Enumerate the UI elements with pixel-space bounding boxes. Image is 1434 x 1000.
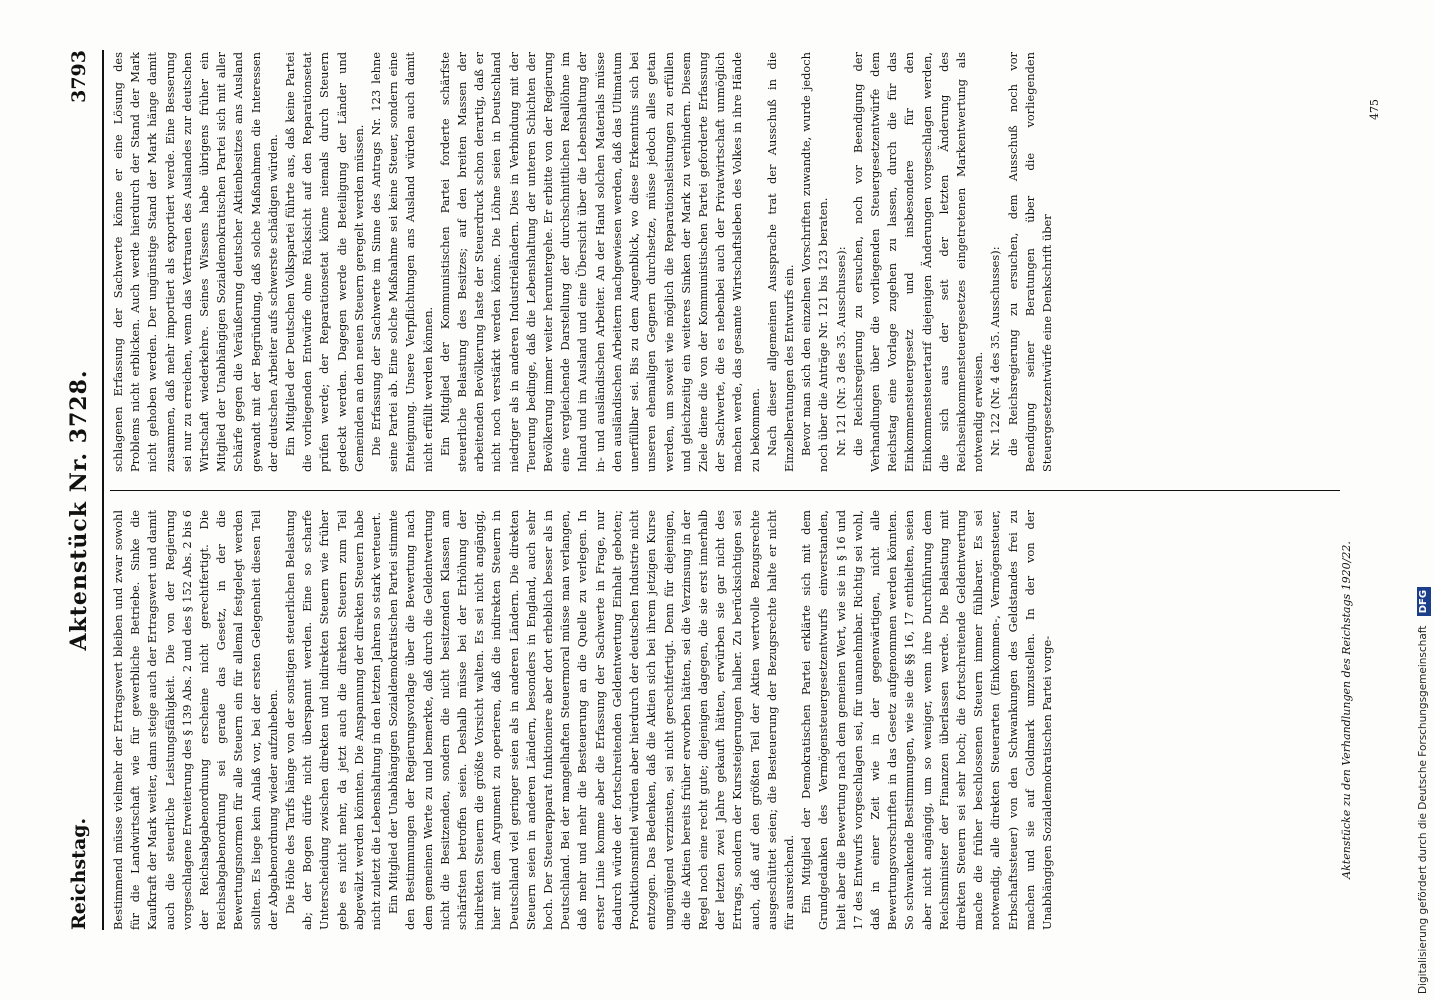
paragraph: Ein Mitglied der Kommunistischen Partei forderte schärfste steuerliche Belastung des Besitzes; auf den breiten Massen der arbeitenden Bevölkerung laste der Steuerdruck schon derartig, daß er nicht noch verstärkt werden könne. Die Löhne seien in Deutschland niedriger als in anderen Industrieländern. Dies in Verbindung mit der Teuerung bedinge, daß die Lebenshaltung der unteren Schichten der Bevölkerung immer weiter heruntergehe. Er erbitte von der Regierung eine vergleichende Darstellung der durchschnittlichen Reallöhne im Inland und im Ausland und eine Übersicht über die Lebenshaltung der in- und ausländischen Arbeiter. An der Hand solchen Materials müsse den ausländischen Arbeitern nachgewiesen werden, daß das Ultimatum unerfüllbar sei. Bis zu dem Augenblick, wo diese Erkenntnis sich bei unseren ehemaligen Gegnern durchsetze, müsse jedoch alles getan werden, um soweit wie möglich die Reparationsleistungen zu erfüllen und gleichzeitig ein weiteres Sinken der Mark zu verhindern. Diesem Ziele diene die von der Kommunistischen Partei geforderte Erfassung der Sachwerte, die es nebenbei auch der Privatwirtschaft unmöglich machen werde, das gesamte Wirtschaftsleben des Volkes in ihre Hände zu bekommen.: [437, 52, 762, 472]
paragraph: Nach dieser allgemeinen Aussprache trat der Ausschuß in die Einzelberatungen des Entwurfs ein.: [764, 52, 796, 472]
motion-heading: Nr. 122 (Nr. 4 des 35. Ausschusses):: [988, 246, 1003, 457]
paragraph: Ein Mitglied der Unabhängigen Sozialdemokratischen Partei stimmte den Bestimmungen der Regierungsvorlage über die Bewertung nach dem gemeinen Werte zu und bemerkte, daß durch die Geldentwertung nicht die Besitzenden, sondern die nicht besitzenden Klassen am schärfsten betroffen seien. Deshalb müsse bei der Erhöhung der indirekten Steuern die größte Vorsicht walten. Es sei nicht angängig, hier mit dem Argument zu operieren, daß die indirekten Steuern in Deutschland viel geringer seien als in anderen Ländern. Die direkten Steuern seien in anderen Ländern, besonders in England, auch sehr hoch. Der Steuerapparat funktioniere aber dort erheblich besser als in Deutschland. Bei der mangelhaften Steuermoral müsse man verlangen, daß mehr und mehr die Besteuerung an die Quelle zu verlegen. In erster Linie komme aber die Erfassung der Sachwerte in Frage, nur dadurch würde der fortschreitenden Geldentwertung Einhalt geboten; Produktionsmittel würden aber hierdurch der deutschen Industrie nicht entzogen. Das Bedenken, daß die Aktien sich bei ihrem jetzigen Kurse ungenügend verzinsten, sei nicht gerechtfertigt. Denn für diejenigen, die die Aktien bereits früher erworben hätten, sei die Verzinsung in der Regel noch eine recht gute; diejenigen dagegen, die sie erst innerhalb der letzten zwei Jahre gekauft hätten, erwürben sie gar nicht des Ertrags, sondern der Kurssteigerungen halber. Zu berücksichtigen sei auch, daß auf den größten Teil der Aktien wertvolle Bezugsrechte ausgeschüttet seien; die Besteuerung der Bezugsrechte halte er nicht für ausreichend.: [386, 510, 796, 930]
right-column: [110, 52, 1340, 472]
motion-text: die Reichsregierung zu ersuchen, dem Ausschuß noch vor Beendigung seiner Beratungen über die vorliegenden Steuergesetzentwürfe eine Denkschrift über: [1005, 52, 1054, 472]
dfg-logo: DFG: [1417, 587, 1431, 616]
paragraph: Ein Mitglied der Demokratischen Partei erklärte sich mit dem Grundgedanken des Vermögensteuergesetzentwurfs einverstanden, hielt aber die Bewertung nach dem gemeinen Wert, wie sie in § 16 und 17 des Entwurfs vorgeschlagen sei, für unannehmbar. Richtig sei wohl, daß in einer Zeit wie in der gegenwärtigen, nicht alle Bewertungsvorschriften in das Gesetz aufgenommen werden könnten. So schwankende Bestimmungen, wie sie die §§ 16, 17 enthielten, seien aber nicht angängig, um so weniger, wenn ihre Durchführung dem Reichsminister der Finanzen überlassen werde. Die Belastung mit direkten Steuern sei sehr hoch; die fortschreitende Geldentwertung mache die früher beschlossenen Steuern immer fühlbarer. Es sei notwendig, alle direkten Steuerarten (Einkommen-, Vermögensteuer, Erbschaftssteuer) von den Schwankungen des Geldstandes frei zu machen und sie auf Goldmark umzustellen. In der von der Unabhängigen Sozialdemokratischen Partei vorge-: [799, 510, 1054, 930]
paragraph: schlagenen Erfassung der Sachwerte könne er eine Lösung des Problems nicht erblicken. Auch werde hierdurch der Stand der Mark nicht gehoben werden. Der ungünstige Stand der Mark hänge damit zusammen, daß mehr importiert als exportiert werde. Eine Besserung sei nur zu erreichen, wenn das Vertrauen des Auslandes zur deutschen Wirtschaft wiederkehre. Seines Wissens habe übrigens früher ein Mitglied der Unabhängigen Sozialdemokratischen Partei sich mit aller Schärfe gegen die Veräußerung deutscher Aktienbesitzes ans Ausland gewandt mit der Begründung, daß solche Maßnahmen die Interessen der deutschen Arbeiter aufs schwerste schädigen würden.: [111, 52, 280, 472]
running-header: [62, 50, 104, 930]
header-title: Aktenstück Nr. 3728.: [66, 369, 92, 651]
motion-text: die Reichsregierung zu ersuchen, noch vor Beendigung der Verhandlungen über die vorliegenden Steuergesetzentwürfe dem Reichstag eine Vorlage zugehen zu lassen, durch die für das Einkommensteuergesetz und insbesondere für den Einkommensteuertarif diejenigen Änderungen vorgeschlagen werden, die sich aus der seit der letzten Änderung des Reichseinkommensteuergesetzes eingetretenen Markentwertung als notwendig erweisen.: [850, 52, 986, 472]
header-page-number: 3793: [68, 50, 90, 103]
digitization-credit: [1412, 0, 1434, 1000]
signature-number: 475: [1368, 99, 1381, 120]
paragraph: Ein Mitglied der Deutschen Volkspartei führte aus, daß keine Partei die vorliegenden Entwürfe ohne Rücksicht auf den Reparationsetat prüfen werde; der Reparationsetat könne niemals durch Steuern gedeckt werden. Dagegen werde die Beteiligung der Länder und Gemeinden an den neuen Steuern geregelt werden müssen.: [283, 52, 366, 472]
paragraph: Bevor man sich den einzelnen Vorschriften zuwandte, wurde jedoch noch über die Anträge Nr. 121 bis 123 beraten.: [799, 52, 831, 472]
paragraph: Bestimmend müsse vielmehr der Ertragswert bleiben und zwar sowohl für die Landwirtschaft wie für gewerbliche Betriebe. Sinke die Kaufkraft der Mark weiter, dann steige auch der Ertragswert und damit auch die steuerliche Leistungsfähigkeit. Die von der Regierung vorgeschlagene Erweiterung des § 139 Abs. 2 und des § 152 Abs. 2 bis 6 der Reichsabgabenordnung erscheine nicht gerechtfertigt. Die Reichsabgabenordnung sei gerade das Gesetz, in der die Bewertungsnormen für alle Steuern ein für allemal festgelegt werden sollten. Es liege kein Anlaß vor, bei der ersten Gelegenheit diesen Teil der Abgabenordnung wieder aufzuheben.: [111, 510, 280, 930]
paragraph: Die Erfassung der Sachwerte im Sinne des Antrags Nr. 123 lehne seine Partei ab. Eine solche Maßnahme sei keine Steuer, sondern eine Enteignung. Unsere Verpflichtungen ans Ausland würden auch damit nicht erfüllt werden können.: [369, 52, 435, 472]
left-column: [110, 510, 1340, 930]
header-section: Reichstag.: [68, 817, 90, 930]
column-divider: [110, 490, 1340, 491]
credit-text: Digitalisierung gefördert durch die Deutsche Forschungsgemeinschaft: [1417, 625, 1429, 994]
page-footer: Aktenstücke zu den Verhandlungen des Reichstags 1920/22.: [1340, 541, 1353, 879]
paragraph: Die Höhe des Tarifs hänge von der sonstigen steuerlichen Belastung ab; der Bogen dürfe nicht überspannt werden. Eine so scharfe Unterscheidung zwischen direkten und indirekten Steuern wie früher gebe es nicht mehr, da jetzt auch die direkten Steuern zum Teil abgewälzt werden könnten. Die Anspannung der direkten Steuern habe nicht zuletzt die Lebenshaltung in den letzten Jahren so stark verteuert.: [283, 510, 384, 930]
motion-heading: Nr. 121 (Nr. 3 des 35. Ausschusses):: [833, 246, 848, 457]
